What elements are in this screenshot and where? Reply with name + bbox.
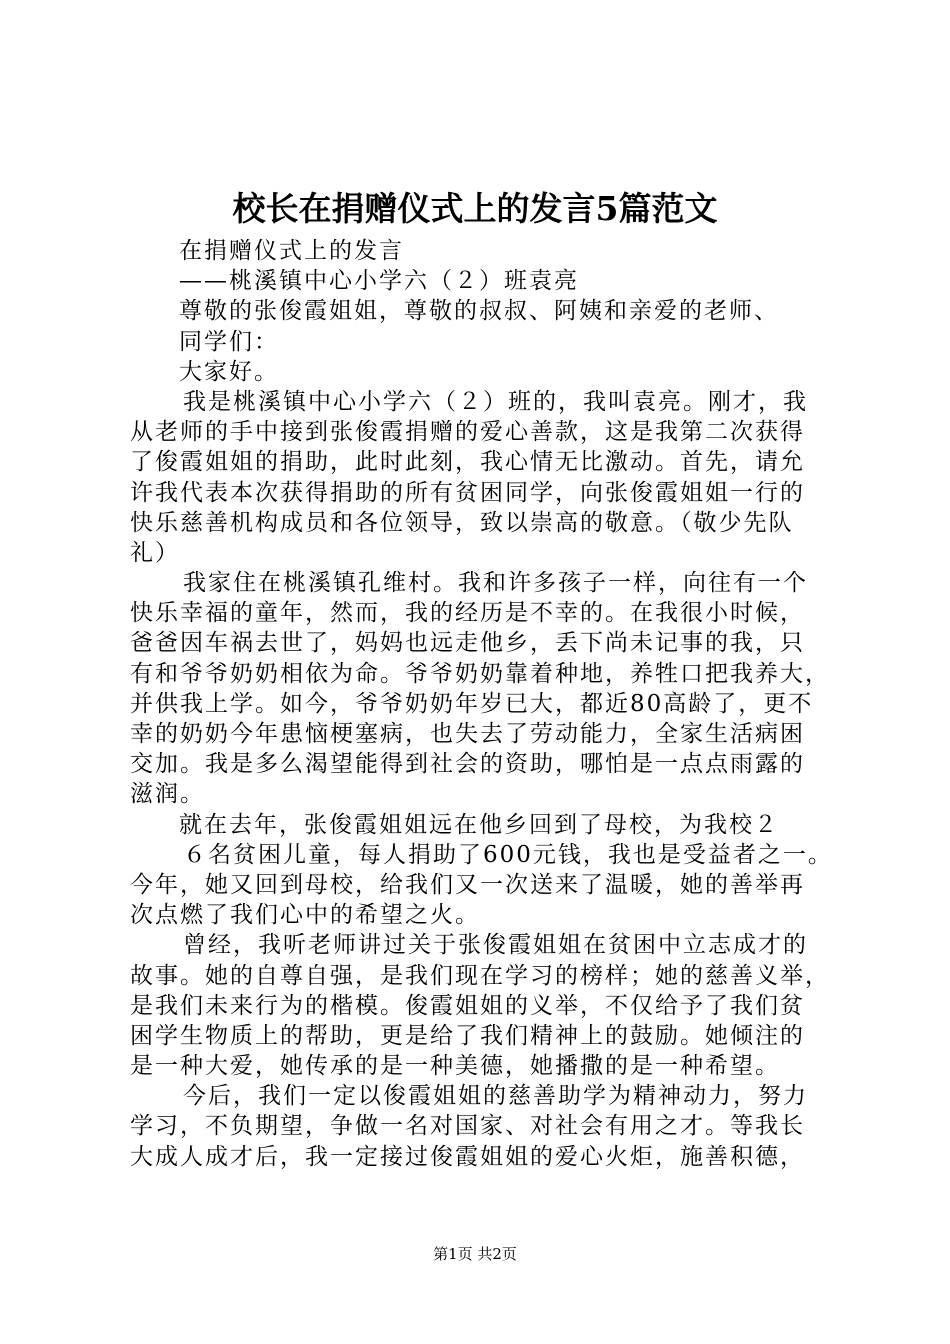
text-line: 了俊霞姐姐的捐助，此时此刻，我心情无比激动。首先，请允	[130, 449, 805, 476]
text-line: 许我代表本次获得捐助的所有贫困同学，向张俊霞姐姐一行的	[130, 479, 805, 506]
text-line: 在捐赠仪式上的发言	[179, 238, 404, 264]
text-line: 从老师的手中接到张俊霞捐赠的爱心善款，这是我第二次获得	[130, 419, 805, 446]
text-line: 今后，我们一定以俊霞姐姐的慈善助学为精神动力，努力	[183, 1083, 808, 1110]
text-line: 幸的奶奶今年患恼梗塞病，也失去了劳动能力，全家生活病困	[130, 721, 805, 747]
text-line: 就在去年，张俊霞姐姐远在他乡回到了母校，为我校２	[179, 811, 779, 838]
text-line: ６名贫困儿童，每人捐助了600元钱，我也是受益者之一。	[183, 841, 833, 868]
page-footer: 第1页 共2页	[433, 1245, 517, 1263]
text-line: 曾经，我听老师讲过关于张俊霞姐姐在贫困中立志成才的	[183, 932, 808, 959]
text-line: 今年，她又回到母校，给我们又一次送来了温暖，她的善举再	[130, 871, 805, 898]
text-line: 快乐慈善机构成员和各位领导，致以崇高的敬意。（敬少先队	[130, 509, 794, 536]
text-line: 困学生物质上的帮助，更是给了我们精神上的鼓励。她倾注的	[130, 1022, 805, 1049]
text-line: 有和爷爷奶奶相依为命。爷爷奶奶靠着种地，养牲口把我养大，	[130, 660, 830, 687]
text-line: 我是桃溪镇中心小学六（２）班的，我叫袁亮。刚才，我	[183, 388, 808, 415]
text-line: 大成人成才后，我一定接过俊霞姐姐的爱心火炬，施善积德，	[130, 1143, 805, 1170]
text-line: 快乐幸福的童年，然而，我的经历是不幸的。在我很小时候，	[130, 600, 805, 627]
text-line: 并供我上学。如今，爷爷奶奶年岁已大，都近80高龄了，更不	[130, 690, 814, 717]
text-line: 尊敬的张俊霞姐姐，尊敬的叔叔、阿姨和亲爱的老师、	[179, 298, 779, 325]
document-body	[130, 236, 833, 1172]
text-line: 滋润。	[130, 781, 205, 808]
text-line: ——桃溪镇中心小学六（２）班袁亮	[179, 268, 579, 295]
document-title: 校长在捐赠仪式上的发言5篇范文	[232, 189, 718, 228]
text-line: 是我们未来行为的楷模。俊霞姐姐的义举，不仅给予了我们贫	[130, 992, 805, 1019]
text-line: 交加。我是多么渴望能得到社会的资助，哪怕是一点点雨露的	[130, 751, 805, 778]
text-line: 故事。她的自尊自强，是我们现在学习的榜样；她的慈善义举，	[130, 962, 830, 989]
text-line: 次点燃了我们心中的希望之火。	[130, 902, 480, 929]
text-line: 同学们：	[179, 328, 279, 355]
text-line: 是一种大爱，她传承的是一种美德，她播撒的是一种希望。	[130, 1053, 780, 1080]
text-line: 大家好。	[179, 358, 279, 385]
text-line: 我家住在桃溪镇孔维村。我和许多孩子一样，向往有一个	[183, 570, 808, 597]
text-line: 学习，不负期望，争做一名对国家、对社会有用之才。等我长	[130, 1113, 805, 1140]
text-line: 爸爸因车祸去世了，妈妈也远走他乡，丢下尚未记事的我，只	[130, 630, 805, 657]
text-line: 礼）	[130, 539, 180, 566]
